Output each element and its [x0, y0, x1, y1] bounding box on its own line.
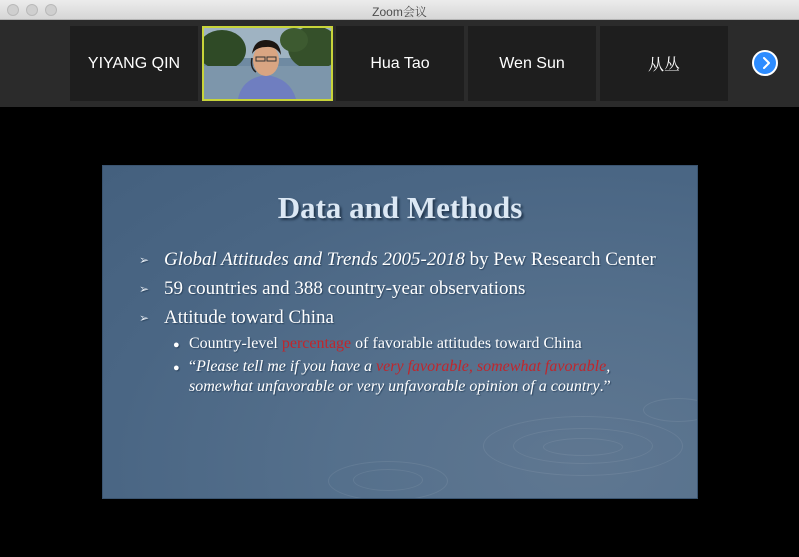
sub-bullet-item — [139, 357, 659, 397]
bullet-title-italic: Global Attitudes and Trends 2005-2018 — [164, 249, 465, 270]
bullet-text: 59 countries and 388 country-year observations — [164, 278, 526, 299]
bullet-text: by Pew Research Center — [464, 249, 656, 270]
ripple-decoration — [353, 469, 423, 491]
dot-bullet-icon: ● — [173, 339, 180, 351]
ripple-decoration — [543, 438, 623, 456]
slide-title: Data and Methods — [277, 190, 523, 225]
bullet-item — [139, 248, 659, 272]
sub-bullet-item — [139, 334, 659, 354]
arrow-bullet-icon: ➢ — [139, 311, 150, 325]
bullet-item — [139, 306, 659, 330]
bullet-item — [139, 277, 659, 301]
sub-bullet-text: Country-level — [189, 335, 282, 352]
window-title: Zoom会议 — [372, 5, 427, 19]
participant-video-tile[interactable] — [202, 26, 333, 101]
chevron-right-icon — [760, 57, 772, 69]
participant-tile[interactable] — [70, 26, 198, 101]
sub-bullet-text: of favorable attitudes toward China — [351, 335, 582, 352]
participant-name: 从丛 — [647, 57, 680, 74]
bullet-text: Attitude toward China — [164, 307, 334, 328]
shared-slide — [102, 165, 698, 499]
participant-name: Hua Tao — [370, 54, 430, 72]
arrow-bullet-icon: ➢ — [139, 282, 150, 296]
quote-mark: “ — [189, 358, 197, 375]
next-participants-button[interactable] — [752, 50, 778, 76]
participant-name: Wen Sun — [499, 54, 565, 72]
participant-strip — [0, 20, 799, 107]
ripple-decoration — [643, 398, 698, 422]
highlighted-text: percentage — [281, 335, 352, 352]
quote-text: , somewhat unfavorable or very unfavorable opinion of a country — [189, 358, 611, 395]
slide-bullets — [139, 248, 659, 400]
participant-tile[interactable] — [336, 26, 464, 101]
participant-video-image — [204, 28, 331, 99]
quote-text: Please tell me if you have a — [196, 358, 377, 375]
highlighted-text: very favorable, somewhat favorable — [376, 358, 607, 375]
participant-tile[interactable] — [468, 26, 596, 101]
dot-bullet-icon: ● — [173, 362, 180, 374]
quote-close: .” — [599, 378, 611, 395]
participant-tile[interactable] — [600, 26, 728, 101]
title-bar — [0, 0, 799, 20]
arrow-bullet-icon: ➢ — [139, 253, 150, 267]
participant-name: YIYANG QIN — [87, 54, 181, 72]
